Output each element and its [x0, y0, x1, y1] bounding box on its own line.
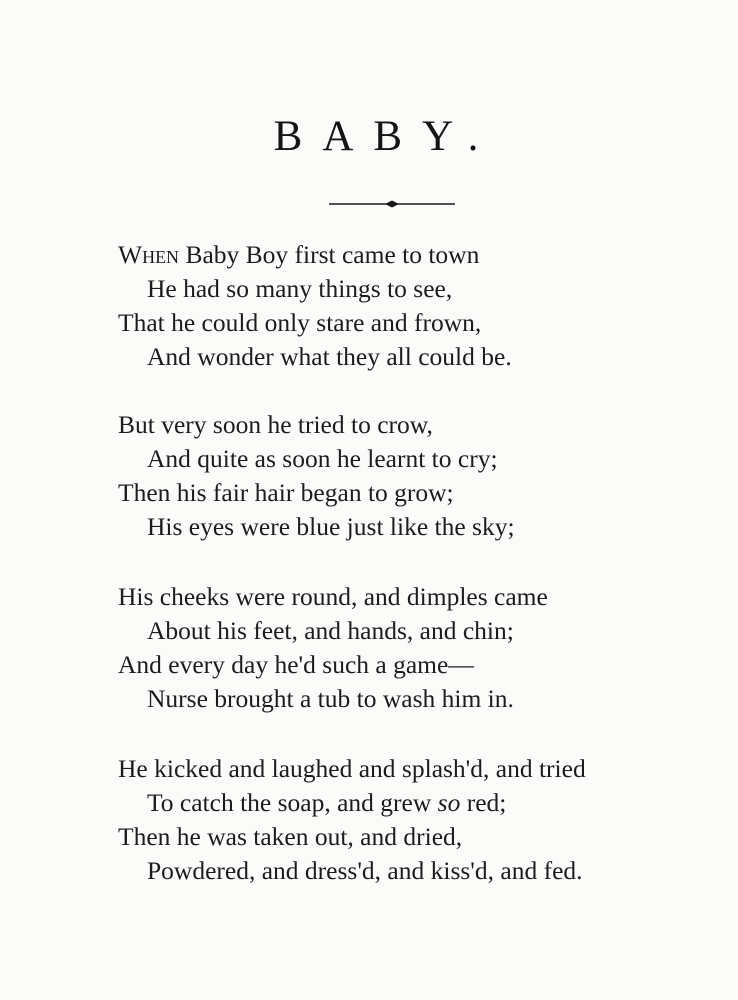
poem-line: And every day he'd such a game—	[118, 650, 474, 679]
poem-line: Then he was taken out, and dried,	[118, 822, 463, 851]
poem-line: But very soon he tried to crow,	[118, 410, 433, 439]
poem-line: His cheeks were round, and dimples came	[118, 582, 548, 611]
poem-line: Powdered, and dress'd, and kiss'd, and fed.	[147, 856, 583, 885]
line-text: Baby Boy first came to town	[179, 240, 480, 269]
poem-line: And quite as soon he learnt to cry;	[147, 444, 498, 473]
line-text: red;	[460, 788, 507, 817]
emphasis-word: so	[437, 788, 461, 817]
poem-title: BABY.	[273, 113, 499, 160]
initial-word: When	[118, 240, 180, 269]
poem-line: His eyes were blue just like the sky;	[147, 512, 515, 541]
poem-line: That he could only stare and frown,	[118, 308, 482, 337]
poem-line: He kicked and laughed and splash'd, and tried	[118, 754, 586, 783]
poem-line: Nurse brought a tub to wash him in.	[147, 684, 514, 713]
line-text: To catch the soap, and grew	[147, 788, 438, 817]
title-ornament-rule	[327, 197, 457, 211]
poem-line: And wonder what they all could be.	[147, 342, 512, 371]
poem-line	[147, 786, 506, 820]
poem-line: Then his fair hair began to grow;	[118, 478, 454, 507]
poem-line: About his feet, and hands, and chin;	[147, 616, 514, 645]
poem-line: He had so many things to see,	[147, 274, 453, 303]
poem-line	[118, 238, 479, 272]
